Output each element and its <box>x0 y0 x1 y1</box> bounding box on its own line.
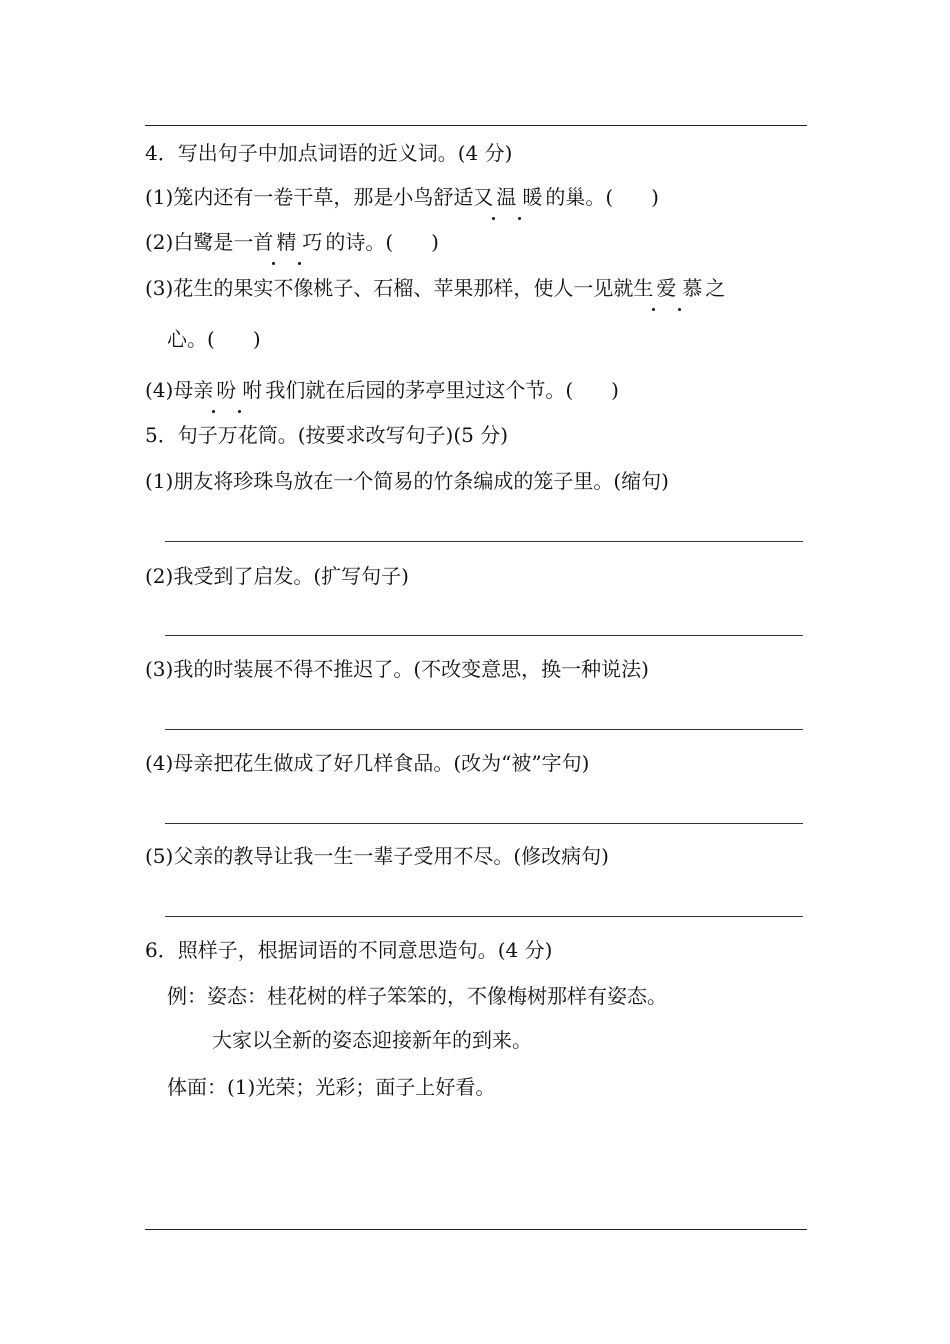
q4-item-4-close: ) <box>611 378 619 402</box>
q4-item-2-text: (2)白鹭是一首 <box>145 230 274 254</box>
q4-item-1-close: ) <box>651 185 659 209</box>
q4-item-2-dotted-char-1: 精 <box>276 230 297 254</box>
q4-item-1-text-end: 的巢。( <box>545 185 614 209</box>
q4-item-1 <box>145 184 659 210</box>
q4-item-1-dotted-char-1: 温 <box>496 185 517 209</box>
q5-answer-line-3[interactable] <box>165 729 803 730</box>
q4-item-4-text: (4)母亲 <box>145 378 214 402</box>
q6-prompt: 体面：(1)光荣；光彩；面子上好看。 <box>167 1075 496 1099</box>
top-rule <box>145 125 807 126</box>
q4-item-2-close: ) <box>431 230 439 254</box>
q4-item-1-dotted-char-2: 暖 <box>522 185 543 209</box>
q5-answer-line-1[interactable] <box>165 541 803 542</box>
q4-item-3-dotted-char-1: 爱 <box>656 276 677 300</box>
q6-answer-line[interactable] <box>145 1229 807 1230</box>
q5-answer-line-4[interactable] <box>165 823 803 824</box>
q4-item-4 <box>145 377 619 403</box>
q4-item-3-cont-text: 心。( <box>167 327 215 351</box>
q5-item-3: (3)我的时装展不得不推迟了。(不改变意思，换一种说法) <box>145 657 649 681</box>
q5-item-4: (4)母亲把花生做成了好几样食品。(改为“被”字句) <box>145 751 590 775</box>
q4-item-2-dotted-char-2: 巧 <box>302 230 323 254</box>
q5-item-1: (1)朋友将珍珠鸟放在一个简易的竹条编成的笼子里。(缩句) <box>145 469 669 493</box>
q4-item-1-text: (1)笼内还有一卷干草，那是小鸟舒适又 <box>145 185 494 209</box>
q4-item-3-text-end: 之 <box>705 276 726 300</box>
q4-item-4-dotted-char-2: 咐 <box>242 378 263 402</box>
q4-item-3-continued <box>167 326 261 352</box>
q4-item-3 <box>145 275 725 301</box>
q4-item-3-close: ) <box>252 327 261 351</box>
q4-item-2 <box>145 229 439 255</box>
q6-title: 6．照样子，根据词语的不同意思造句。(4 分) <box>145 938 553 962</box>
q5-answer-line-5[interactable] <box>165 916 803 917</box>
q4-item-3-text: (3)花生的果实不像桃子、石榴、苹果那样，使人一见就生 <box>145 276 654 300</box>
q4-item-4-dotted-char-1: 吩 <box>216 378 237 402</box>
q6-example-line-2: 大家以全新的姿态迎接新年的到来。 <box>212 1028 532 1052</box>
q4-title: 4．写出句子中加点词语的近义词。(4 分) <box>145 141 513 165</box>
q5-item-5: (5)父亲的教导让我一生一辈子受用不尽。(修改病句) <box>145 844 609 868</box>
q5-title: 5．句子万花筒。(按要求改写句子)(5 分) <box>145 423 509 447</box>
q5-item-2: (2)我受到了启发。(扩写句子) <box>145 564 409 588</box>
q4-item-4-text-end: 我们就在后园的茅亭里过这个节。( <box>265 378 574 402</box>
q5-answer-line-2[interactable] <box>165 635 803 636</box>
q4-item-2-text-end: 的诗。( <box>325 230 394 254</box>
q6-example-line-1: 例：姿态：桂花树的样子笨笨的，不像梅树那样有姿态。 <box>167 984 667 1008</box>
q4-item-3-dotted-char-2: 慕 <box>682 276 703 300</box>
